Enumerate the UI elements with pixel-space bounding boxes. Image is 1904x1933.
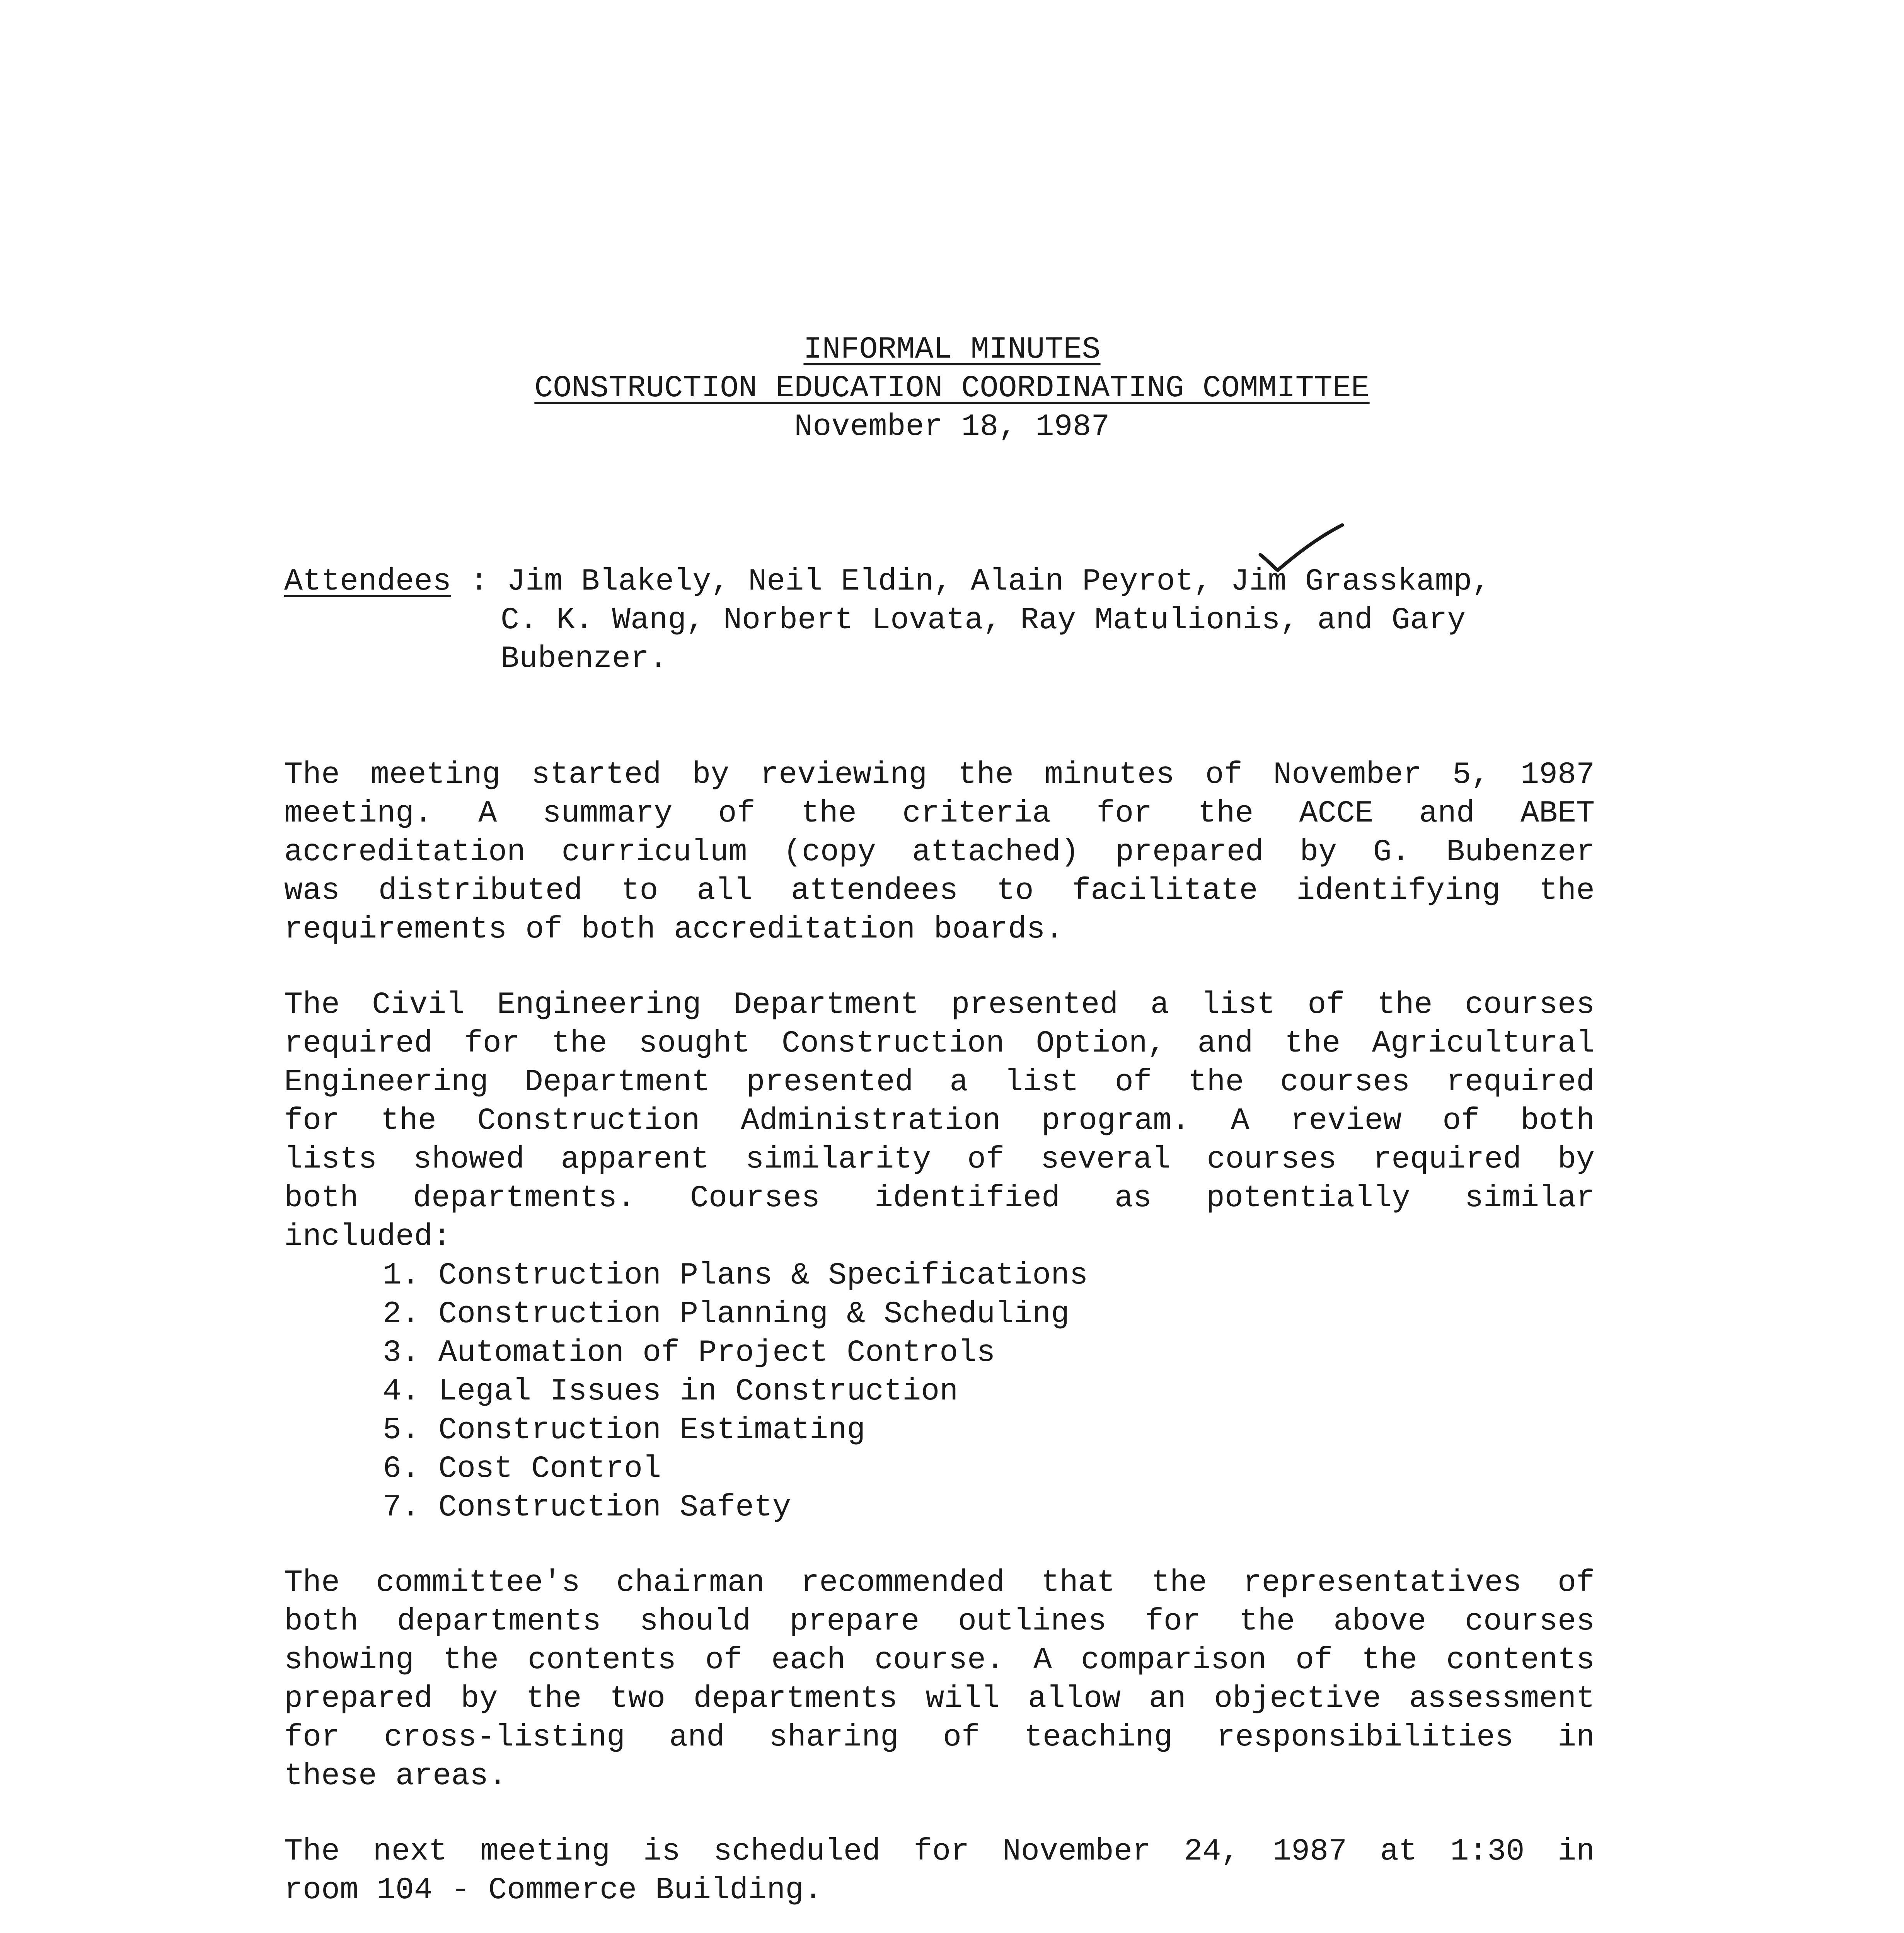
- meeting-date: November 18, 1987: [794, 409, 1110, 445]
- paragraph-2-line-6: both departments. Courses identified as potentially similar: [284, 1181, 1595, 1216]
- paragraph-4-line-1: The next meeting is scheduled for November 24, 1987 at 1:30 in: [284, 1834, 1595, 1869]
- course-list-item: 7. Construction Safety: [383, 1490, 791, 1525]
- document-title: INFORMAL MINUTES: [803, 332, 1101, 367]
- attendees-line-1: [284, 563, 1491, 601]
- course-list-item: 2. Construction Planning & Scheduling: [383, 1297, 1070, 1332]
- attendees-separator: :: [451, 564, 507, 599]
- paragraph-4-line-2: room 104 - Commerce Building.: [284, 1873, 823, 1908]
- paragraph-3-line-3: showing the contents of each course. A comparison of the contents: [284, 1643, 1595, 1678]
- attendees-names-1: Jim Blakely, Neil Eldin, Alain Peyrot, Jim Grasskamp,: [507, 564, 1491, 599]
- paragraph-1-line-4: was distributed to all attendees to facilitate identifying the: [284, 873, 1595, 909]
- paragraph-2-line-5: lists showed apparent similarity of several courses required by: [284, 1142, 1595, 1177]
- course-list-item: 6. Cost Control: [383, 1451, 661, 1486]
- course-list-item: 3. Automation of Project Controls: [383, 1335, 995, 1370]
- paragraph-1-line-5: requirements of both accreditation boards.: [284, 912, 1064, 947]
- paragraph-1-line-3: accreditation curriculum (copy attached) prepared by G. Bubenzer: [284, 835, 1595, 870]
- paragraph-3-line-6: these areas.: [284, 1759, 507, 1794]
- committee-name: CONSTRUCTION EDUCATION COORDINATING COMMITTEE: [534, 371, 1370, 406]
- course-list-item: 4. Legal Issues in Construction: [383, 1374, 958, 1409]
- paragraph-3-line-4: prepared by the two departments will allow an objective assessment: [284, 1681, 1595, 1717]
- paragraph-3-line-2: both departments should prepare outlines for the above courses: [284, 1604, 1595, 1639]
- course-list-item: 5. Construction Estimating: [383, 1413, 866, 1448]
- paragraph-3-line-1: The committee's chairman recommended that the representatives of: [284, 1565, 1595, 1601]
- paragraph-2-line-1: The Civil Engineering Department presented a list of the courses: [284, 987, 1595, 1023]
- paragraph-3-line-5: for cross-listing and sharing of teaching responsibilities in: [284, 1720, 1595, 1755]
- paragraph-1-line-2: meeting. A summary of the criteria for the ACCE and ABET: [284, 796, 1595, 831]
- paragraph-2-line-7: included:: [284, 1219, 452, 1255]
- paragraph-2-line-2: required for the sought Construction Option, and the Agricultural: [284, 1026, 1595, 1061]
- paragraph-1-line-1: The meeting started by reviewing the minutes of November 5, 1987: [284, 757, 1595, 793]
- paragraph-2-line-4: for the Construction Administration program. A review of both: [284, 1103, 1595, 1139]
- attendees-label: Attendees: [284, 564, 452, 599]
- attendees-names-2: C. K. Wang, Norbert Lovata, Ray Matulionis, and Gary: [501, 603, 1466, 638]
- course-list-item: 1. Construction Plans & Specifications: [383, 1258, 1088, 1293]
- attendees-names-3: Bubenzer.: [501, 641, 668, 677]
- paragraph-2-line-3: Engineering Department presented a list of the courses required: [284, 1065, 1595, 1100]
